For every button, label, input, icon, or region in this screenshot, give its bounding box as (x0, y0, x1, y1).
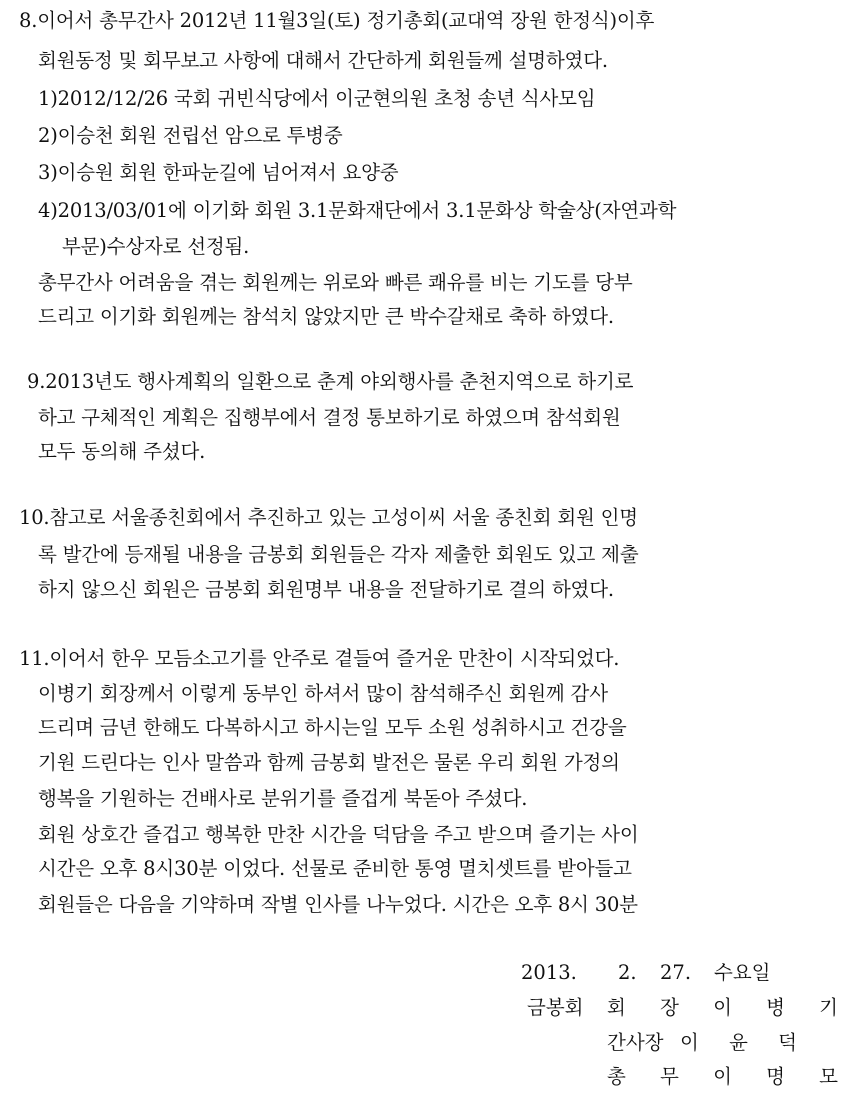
section-8-line-9: 드리고 이기화 회원께는 참석치 않았지만 큰 박수갈채로 축하 하였다. (38, 305, 614, 328)
section-8-item-4: 4)2013/03/01에 이기화 회원 3.1문화재단에서 3.1문화상 학술상(자연과학 (38, 199, 677, 222)
section-8-line-8: 총무간사 어려움을 겪는 회원께는 위로와 빠른 쾌유를 비는 기도를 당부 (38, 271, 633, 294)
section-11-line-2: 이병기 회장께서 이렇게 동부인 하셔서 많이 참석해주신 회원께 감사 (38, 682, 608, 705)
date-month: 2. (618, 961, 637, 984)
section-8-item-2: 2)이승천 회원 전립선 암으로 투병중 (38, 124, 343, 147)
section-11-line-6: 회원 상호간 즐겁고 행복한 만찬 시간을 덕담을 주고 받으며 즐기는 사이 (38, 823, 639, 846)
section-11-line-8: 회원들은 다음을 기약하며 작별 인사를 나누었다. 시간은 오후 8시 30분 (38, 893, 638, 916)
section-11-line-1: 11.이어서 한우 모듬소고기를 안주로 곁들여 즐거운 만찬이 시작되었다. (19, 647, 620, 670)
section-10-line-3: 하지 않으신 회원은 금봉회 회원명부 내용을 전달하기로 결의 하였다. (38, 578, 614, 601)
date-day: 27. (660, 961, 692, 984)
section-9-line-3: 모두 동의해 주셨다. (38, 440, 206, 463)
section-11-line-3: 드리며 금년 한해도 다복하시고 하시는일 모두 소원 성취하시고 건강을 (38, 716, 627, 739)
section-9-line-1: 9.2013년도 행사계획의 일환으로 춘계 야외행사를 춘천지역으로 하기로 (27, 370, 634, 393)
section-9-line-2: 하고 구체적인 계획은 집행부에서 결정 통보하기로 하였으며 참석회원 (38, 406, 621, 429)
section-11-line-5: 행복을 기원하는 건배사로 분위기를 즐겁게 북돋아 주셨다. (38, 787, 528, 810)
signature-org: 금봉회 (527, 996, 584, 1019)
section-8-item-1: 1)2012/12/26 국회 귀빈식당에서 이군현의원 초청 송년 식사모임 (38, 87, 596, 110)
date-weekday: 수요일 (714, 961, 771, 984)
section-8-item-3: 3)이승원 회원 한파눈길에 넘어져서 요양중 (38, 161, 399, 184)
signature-president: 회 장 이 병 기 (607, 996, 852, 1019)
date-year: 2013. (521, 961, 577, 984)
section-8-line-1: 8.이어서 총무간사 2012년 11월3일(토) 정기총회(교대역 장원 한정식)이후 (19, 9, 655, 32)
section-8-item-4-cont: 부문)수상자로 선정됨. (62, 235, 250, 258)
signature-treasurer: 총 무 이 명 모 (607, 1065, 852, 1088)
section-10-line-1: 10.참고로 서울종친회에서 추진하고 있는 고성이씨 서울 종친회 회원 인명 (19, 506, 638, 529)
signature-secretary-name: 이 윤 덕 (680, 1031, 809, 1054)
section-11-line-7: 시간은 오후 8시30분 이었다. 선물로 준비한 통영 멸치셋트를 받아들고 (38, 857, 632, 880)
section-11-line-4: 기원 드린다는 인사 말씀과 함께 금봉회 발전은 물론 우리 회원 가정의 (38, 751, 620, 774)
section-8-line-2: 회원동정 및 회무보고 사항에 대해서 간단하게 회원들께 설명하였다. (38, 49, 608, 72)
section-10-line-2: 록 발간에 등재될 내용을 금봉회 회원들은 각자 제출한 회원도 있고 제출 (38, 543, 639, 566)
signature-secretary-role: 간사장 (607, 1031, 664, 1054)
